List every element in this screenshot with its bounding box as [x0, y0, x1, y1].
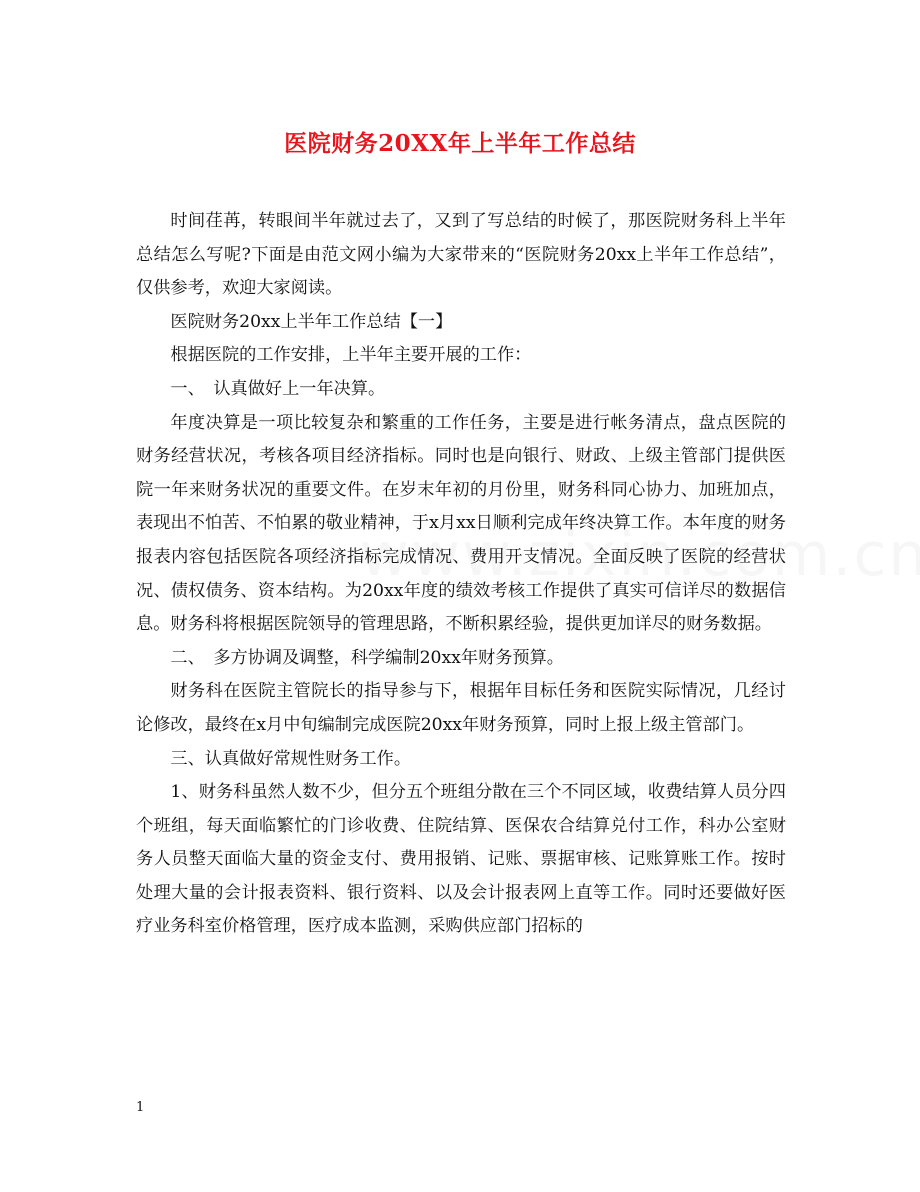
document-title: 医院财务20XX年上半年工作总结	[284, 130, 636, 157]
paragraph: 年度决算是一项比较复杂和繁重的工作任务，主要是进行帐务清点，盘点医院的财务经营状况，考核各项目经济指标。同时也是向银行、财政、上级主管部门提供医院一年来财务状况的重要文件。在岁末年初的月份里，财务科同心协力、加班加点，表现出不怕苦、不怕累的敬业精神，于x月xx日顺利完成年终决算工作。本年度的财务报表内容包括医院各项经济指标完成情况、费用开支情况。全面反映了医院的经营状况、债权债务、资本结构。为20xx年度的绩效考核工作提供了真实可信详尽的数据信息。财务科将根据医院领导的管理思路，不断积累经验，提供更加详尽的财务数据。	[136, 412, 786, 635]
section-heading: 医院财务20xx上半年工作总结【一】	[170, 311, 453, 332]
page-number: 1	[136, 1100, 145, 1115]
item-heading-3: 三、认真做好常规性财务工作。	[170, 748, 412, 769]
paragraph: 1、财务科虽然人数不少，但分五个班组分散在三个不同区域，收费结算人员分四个班组，每天面临繁忙的门诊收费、住院结算、医保农合结算兑付工作，科办公室财务人员整天面临大量的资金支付、费用报销、记账、票据审核、记账算账工作。按时处理大量的会计报表资料、银行资料、以及会计报表网上直等工作。同时还要做好医疗业务科室价格管理，医疗成本监测，采购供应部门招标的	[136, 782, 786, 937]
document-body	[136, 205, 786, 944]
paragraph: 根据医院的工作安排，上半年主要开展的工作：	[170, 345, 532, 366]
paragraph: 财务科在医院主管院长的指导参与下，根据年目标任务和医院实际情况，几经讨论修改，最终在x月中旬编制完成医院20xx年财务预算，同时上报上级主管部门。	[136, 681, 786, 735]
intro-paragraph: 时间荏苒，转眼间半年就过去了，又到了写总结的时候了，那医院财务科上半年总结怎么写呢?下面是由范文网小编为大家带来的“医院财务20xx上半年工作总结”，仅供参考，欢迎大家阅读。	[136, 211, 786, 299]
item-heading-2: 二、 多方协调及调整，科学编制20xx年财务预算。	[170, 647, 564, 668]
item-heading-1: 一、 认真做好上一年决算。	[170, 378, 386, 399]
